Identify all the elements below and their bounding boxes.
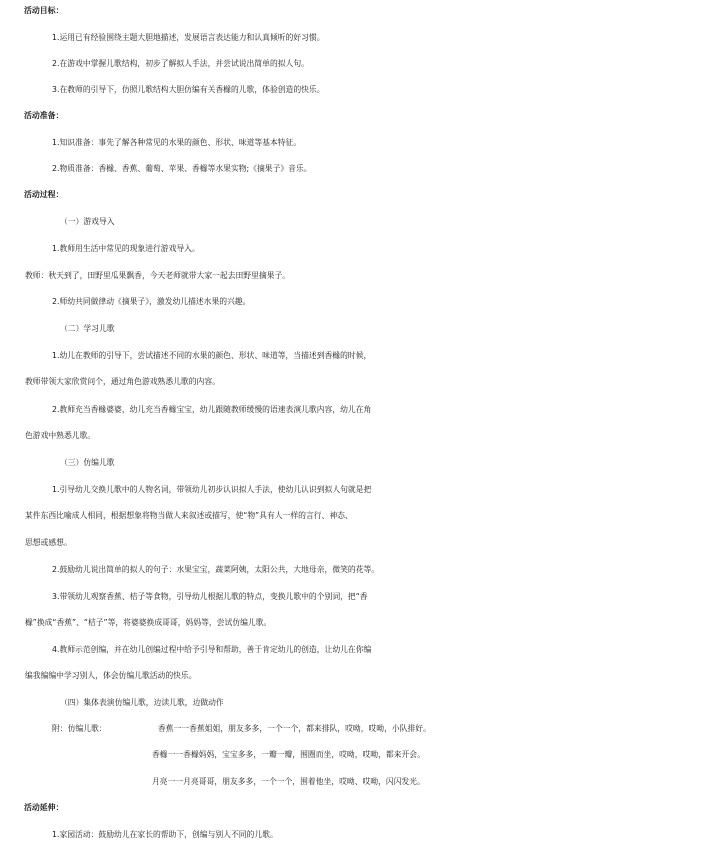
s2-p1-line-1: 1.幼儿在教师的引导下，尝试描述不同的水果的颜色、形状、味道等，当描述到香橼的时候， [52,351,372,360]
subsection-title-1: （一）游戏导入 [60,217,115,226]
subsection-title-4: （四）集体表演仿编儿歌，边读儿歌，边做动作 [60,698,224,707]
s3-p4-line-1: 4.教师示范创编，并在幼儿创编过程中给予引导和帮助，善于肯定幼儿的创造，让幼儿在你编 [52,645,372,654]
prep-item-1: 1.知识准备：事先了解各种常见的水果的颜色、形状、味道等基本特征。 [52,138,302,147]
s1-line-2: 教师：秋天到了，田野里瓜果飘香，今天老师就带大家一起去田野里摘果子。 [25,271,291,280]
s3-p2-line-1: 2.鼓励幼儿说出简单的拟人的句子：水果宝宝，蔬菜阿姨，太阳公共，大地母亲，微笑的花等。 [52,565,380,574]
goal-item-2: 2.在游戏中掌握儿歌结构，初步了解拟人手法，并尝试说出简单的拟人句。 [52,59,309,68]
s2-p2-line-2: 色游戏中熟悉儿歌。 [25,431,96,440]
s3-p1-line-1: 1.引导幼儿交换儿歌中的人物名词，带领幼儿初步认识拟人手法，使幼儿认识到拟人句就是把 [52,485,372,494]
s3-p4-line-2: 编我编编中学习别人，体会仿编儿歌活动的快乐。 [25,671,197,680]
s3-p3-line-1: 3.带领幼儿观察香蕉、桔子等食物，引导幼儿根据儿歌的特点，变换儿歌中的个别词，把“香 [52,592,368,601]
s1-line-1: 1.教师用生活中常见的现象进行游戏导入。 [52,244,200,253]
subsection-title-2: （二）学习儿歌 [60,324,115,333]
goal-item-3: 3.在教师的引导下，仿照儿歌结构大胆仿编有关香橼的儿歌，体验创造的快乐。 [52,85,325,94]
poem-line-1: 香蕉一一香蕉姐姐，朋友多多，一个一个，都来排队，哎呦，哎呦，小队排好。 [158,724,431,733]
s3-p3-line-2: 橼”换成“香蕉”、“桔子”等，将婆婆换成哥哥，妈妈等，尝试仿编儿歌。 [25,618,272,627]
s1-line-3: 2.师幼共同做律动《摘果子》，激发幼儿描述水果的兴趣。 [52,297,251,306]
section-heading-extension: 活动延伸： [24,803,64,812]
attachment-label: 附：仿编儿歌： [52,724,107,733]
section-heading-goal: 活动目标： [24,6,64,15]
extension-item-1: 1.家园活动：鼓励幼儿在家长的帮助下，创编与别人不同的儿歌。 [52,830,278,839]
poem-line-3: 月亮一一月亮哥哥，朋友多多，一个一个，围着他坐，哎呦、哎呦，闪闪发光。 [152,777,425,786]
prep-item-2: 2.物质准备：香橼、香蕉、葡萄、苹果、香橼等水果实物;《摘果子》音乐。 [52,164,312,173]
section-heading-process: 活动过程： [24,190,64,199]
goal-item-1: 1.运用已有经验围绕主题大胆地描述，发展语言表达能力和认真倾听的好习惯。 [52,33,325,42]
s2-p1-line-2: 教师带领大家欣赏问个，通过角色游戏熟悉儿歌的内容。 [25,377,220,386]
poem-line-2: 香橼一一香橼妈妈，宝宝多多，一瓣一瓣，围圈而坐，哎呦，哎呦，都来开会。 [152,750,425,759]
section-heading-prep: 活动准备： [24,111,64,120]
s3-p1-line-2: 某件东西比喻成人相同，根据想象将物当做人来叙述或描写，使“物”具有人一样的言行、神态、 [25,511,353,520]
s2-p2-line-1: 2.教师充当香橼婆婆，幼儿充当香橼宝宝，幼儿跟随教师缓慢的语速表演儿歌内容，幼儿在角 [52,405,372,414]
s3-p1-line-3: 思想或感想。 [25,538,72,547]
subsection-title-3: （三）仿编儿歌 [60,458,115,467]
